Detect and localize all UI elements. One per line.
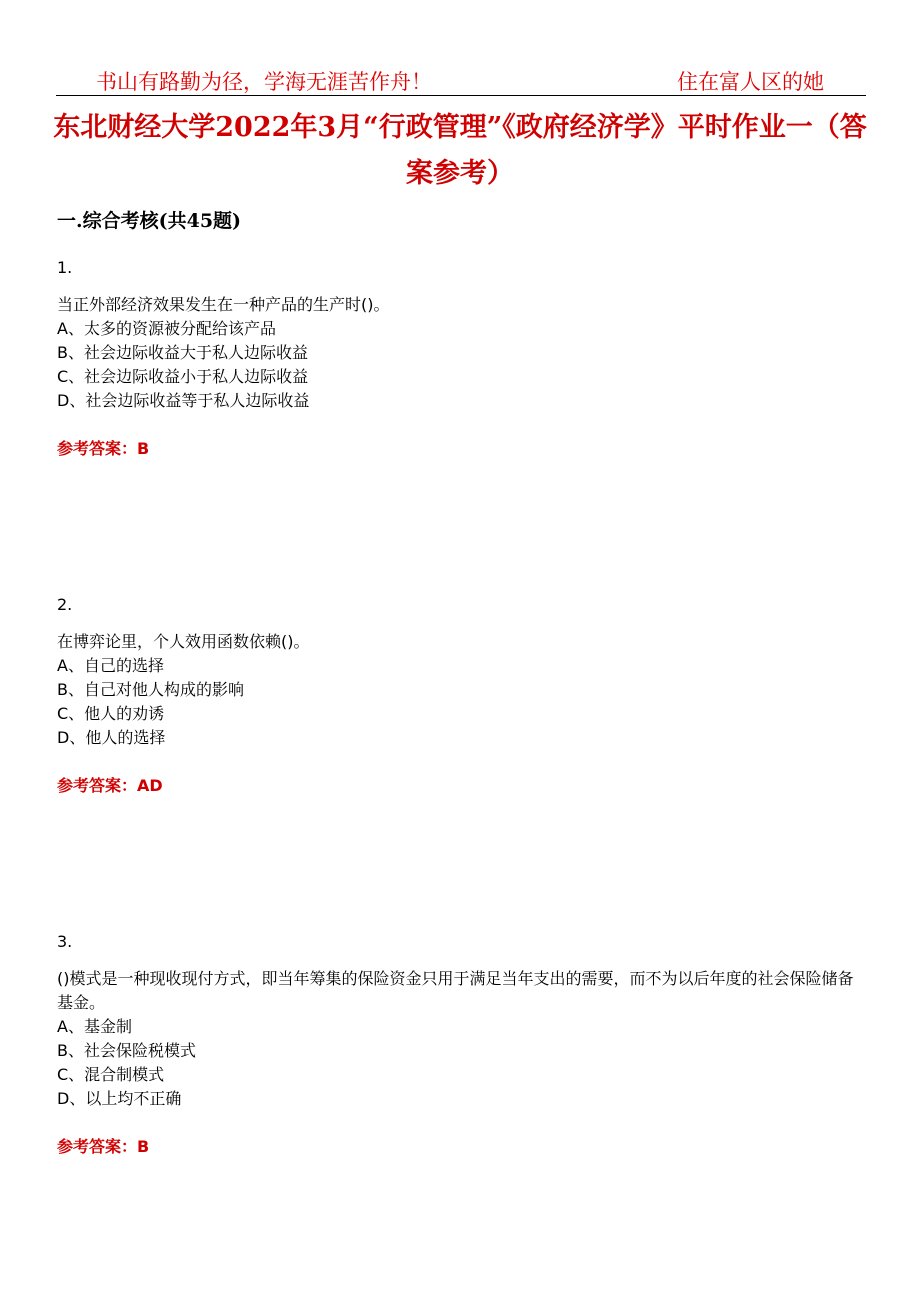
answer-value: AD [137,776,163,795]
option-b: B、自己对他人构成的影响 [57,680,244,699]
section-heading: 一.综合考核(共45题) [57,210,242,232]
reference-answer [57,437,867,461]
question-stem: 在博弈论里，个人效用函数依赖()。 [57,632,310,651]
answer-value: B [137,439,150,458]
option-a: A、太多的资源被分配给该产品 [57,319,276,338]
reference-answer [57,774,867,798]
answer-label: 参考答案： [57,439,138,458]
reference-answer [57,1135,867,1159]
page-header [56,62,866,96]
question-3 [57,931,867,1159]
option-c: C、他人的劝诱 [57,704,165,723]
option-d: D、社会边际收益等于私人边际收益 [57,391,310,410]
header-author: 住在富人区的她 [677,70,824,94]
option-c: C、社会边际收益小于私人边际收益 [57,367,309,386]
answer-value: B [137,1137,150,1156]
option-a: A、基金制 [57,1017,132,1036]
question-number: 1. [57,258,73,277]
header-motto: 书山有路勤为径，学海无涯苦作舟！ [96,70,432,94]
answer-label: 参考答案： [57,776,138,795]
header-divider [56,95,866,96]
question-stem: ()模式是一种现收现付方式，即当年筹集的保险资金只用于满足当年支出的需要，而不为以后年度的社会保险储备基金。 [57,969,854,1012]
question-2 [57,594,867,798]
option-b: B、社会边际收益大于私人边际收益 [57,343,308,362]
option-a: A、自己的选择 [57,656,164,675]
option-d: D、他人的选择 [57,728,166,747]
question-number: 2. [57,595,73,614]
option-b: B、社会保险税模式 [57,1041,196,1060]
question-1 [57,257,867,461]
option-d: D、以上均不正确 [57,1089,182,1108]
document-title: 东北财经大学2022年3月“行政管理”《政府经济学》平时作业一（答案参考） [53,112,867,189]
option-c: C、混合制模式 [57,1065,165,1084]
question-stem: 当正外部经济效果发生在一种产品的生产时()。 [57,295,390,314]
answer-label: 参考答案： [57,1137,138,1156]
question-number: 3. [57,932,73,951]
